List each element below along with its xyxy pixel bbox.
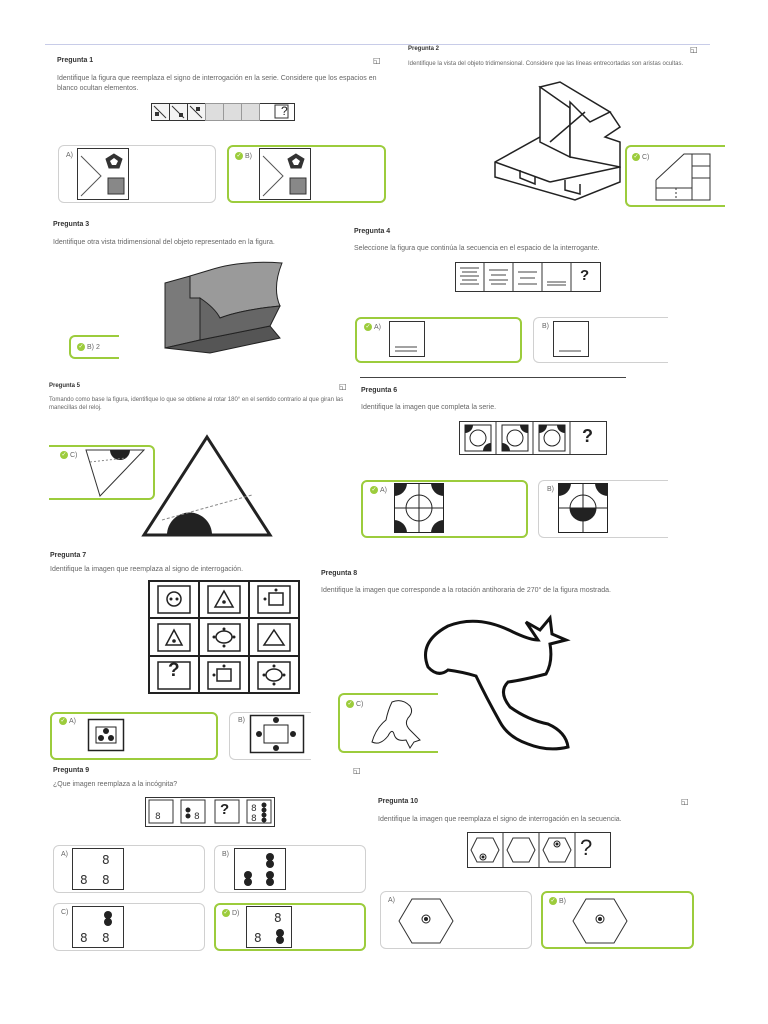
q10-option-a-label: A) [388, 897, 395, 904]
svg-text:8: 8 [155, 812, 161, 822]
check-circle-icon: ✓ [236, 153, 242, 159]
q2-option-c-figure [656, 150, 710, 202]
q10-option-b-label: ✓ B) [550, 897, 566, 905]
q2-title: Pregunta 2 [408, 46, 440, 52]
q6-option-b-figure [558, 483, 608, 533]
q9-option-c-figure [72, 906, 124, 948]
q6-option-a-figure [394, 483, 444, 533]
bookmark-icon[interactable]: ◱ [353, 766, 361, 775]
q2-3d-object [490, 82, 625, 202]
q10-qmark: ? [580, 835, 593, 860]
q6-qmark: ? [582, 426, 593, 446]
q6-option-b-label: B) [547, 486, 554, 493]
q1-qmark: ? [281, 104, 288, 118]
svg-text:8: 8 [80, 873, 88, 887]
svg-text:8: 8 [102, 931, 110, 945]
q1-option-a-figure [77, 148, 129, 200]
q1-series [151, 103, 295, 121]
q7-qmark: ? [168, 660, 180, 681]
q1-option-b-label: ✓ B) [236, 152, 252, 160]
q8-option-c-figure [370, 698, 424, 750]
q5-text: Tomando como base la figura, identifique lo que se obtiene al rotar 180° en el sentido contrario al que giran las manecillas del reloj. [49, 397, 344, 411]
q9-option-b-figure [234, 848, 286, 890]
svg-text:8: 8 [274, 911, 282, 925]
q9-title: Pregunta 9 [53, 767, 90, 774]
check-circle-icon: ✓ [61, 452, 67, 458]
check-circle-icon: ✓ [60, 718, 66, 724]
svg-text:8: 8 [80, 931, 88, 945]
top-rule [45, 44, 710, 45]
q1-text: Identifique la figura que reemplaza el signo de interrogación en la serie. Considere que los espacios en blanco ocultan elementos. [57, 75, 377, 92]
q7-option-a-figure [88, 719, 124, 751]
svg-text:8: 8 [251, 804, 257, 814]
bookmark-icon[interactable]: ◱ [690, 45, 698, 54]
q5-option-c-figure [86, 448, 146, 498]
q7-option-b-figure [250, 715, 304, 753]
q3-option-b-label: ✓ B) 2 [78, 343, 100, 351]
q2-option-c-label: ✓ C) [633, 153, 650, 161]
q4-option-b-figure [553, 321, 589, 357]
q9-option-d-figure [246, 906, 292, 948]
q4-option-a-label: ✓ A) [365, 323, 381, 331]
q1-option-b-figure [259, 148, 311, 200]
check-circle-icon: ✓ [223, 910, 229, 916]
q6-text: Identifique la imagen que completa la serie. [361, 404, 497, 411]
q1-title: Pregunta 1 [57, 57, 94, 64]
q6-title: Pregunta 6 [361, 387, 398, 394]
q7-option-b-label: B) [238, 717, 245, 724]
check-circle-icon: ✓ [633, 154, 639, 160]
check-circle-icon: ✓ [365, 324, 371, 330]
q5-triangle-figure [142, 435, 272, 537]
q5-option-c-label: ✓ C) [61, 451, 78, 459]
q9-option-a-figure [72, 848, 124, 890]
q8-option-c-label: ✓ C) [347, 700, 364, 708]
q9-series [145, 797, 275, 827]
q8-title: Pregunta 8 [321, 570, 358, 577]
q4-option-b-label: B) [542, 323, 549, 330]
q10-option-b-figure [572, 897, 628, 945]
q9-option-d-label: ✓ D) [223, 909, 240, 917]
q10-text: Identifique la imagen que reemplaza el signo de interrogación en la secuencia. [378, 816, 622, 823]
q7-option-a-label: ✓ A) [60, 717, 76, 725]
q10-option-a-figure [398, 897, 454, 945]
q8-figure [418, 612, 578, 754]
bookmark-icon[interactable]: ◱ [373, 56, 381, 65]
bookmark-icon[interactable]: ◱ [339, 382, 347, 391]
check-circle-icon: ✓ [371, 487, 377, 493]
q4-title: Pregunta 4 [354, 228, 391, 235]
q5-rule [360, 377, 626, 378]
q5-title: Pregunta 5 [49, 383, 81, 389]
check-circle-icon: ✓ [78, 344, 84, 350]
check-circle-icon: ✓ [347, 701, 353, 707]
q9-qmark: ? [220, 801, 230, 818]
q3-text: Identifique otra vista tridimensional del objeto representado en la figura. [53, 239, 275, 246]
check-circle-icon: ✓ [550, 898, 556, 904]
svg-text:8: 8 [194, 812, 200, 822]
q4-option-a-figure [389, 321, 425, 357]
q2-text: Identifique la vista del objeto tridimensional. Considere que las líneas entrecortadas son aristas ocultas. [408, 61, 684, 67]
q10-title: Pregunta 10 [378, 798, 419, 805]
svg-text:8: 8 [251, 814, 257, 824]
q9-text: ¿Que imagen reemplaza a la incógnita? [53, 781, 178, 788]
q3-3d-object [160, 258, 292, 363]
q8-text: Identifique la imagen que corresponde a la rotación antihoraria de 270° de la figura mostrada. [321, 587, 611, 594]
svg-text:8: 8 [254, 931, 262, 945]
q4-qmark: ? [580, 267, 590, 284]
q3-title: Pregunta 3 [53, 221, 90, 228]
q1-option-a-label: A) [66, 152, 73, 159]
svg-text:8: 8 [102, 853, 110, 867]
svg-text:8: 8 [102, 873, 110, 887]
q9-option-c-label: C) [61, 909, 69, 916]
bookmark-icon[interactable]: ◱ [681, 797, 689, 806]
q9-option-a-label: A) [61, 851, 68, 858]
q7-text: Identifique la imagen que reemplaza al signo de interrogación. [50, 566, 244, 573]
q7-title: Pregunta 7 [50, 552, 87, 559]
q4-text: Seleccione la figura que continúa la secuencia en el espacio de la interrogante. [354, 245, 600, 252]
q9-option-b-label: B) [222, 851, 229, 858]
q6-option-a-label: ✓ A) [371, 486, 387, 494]
